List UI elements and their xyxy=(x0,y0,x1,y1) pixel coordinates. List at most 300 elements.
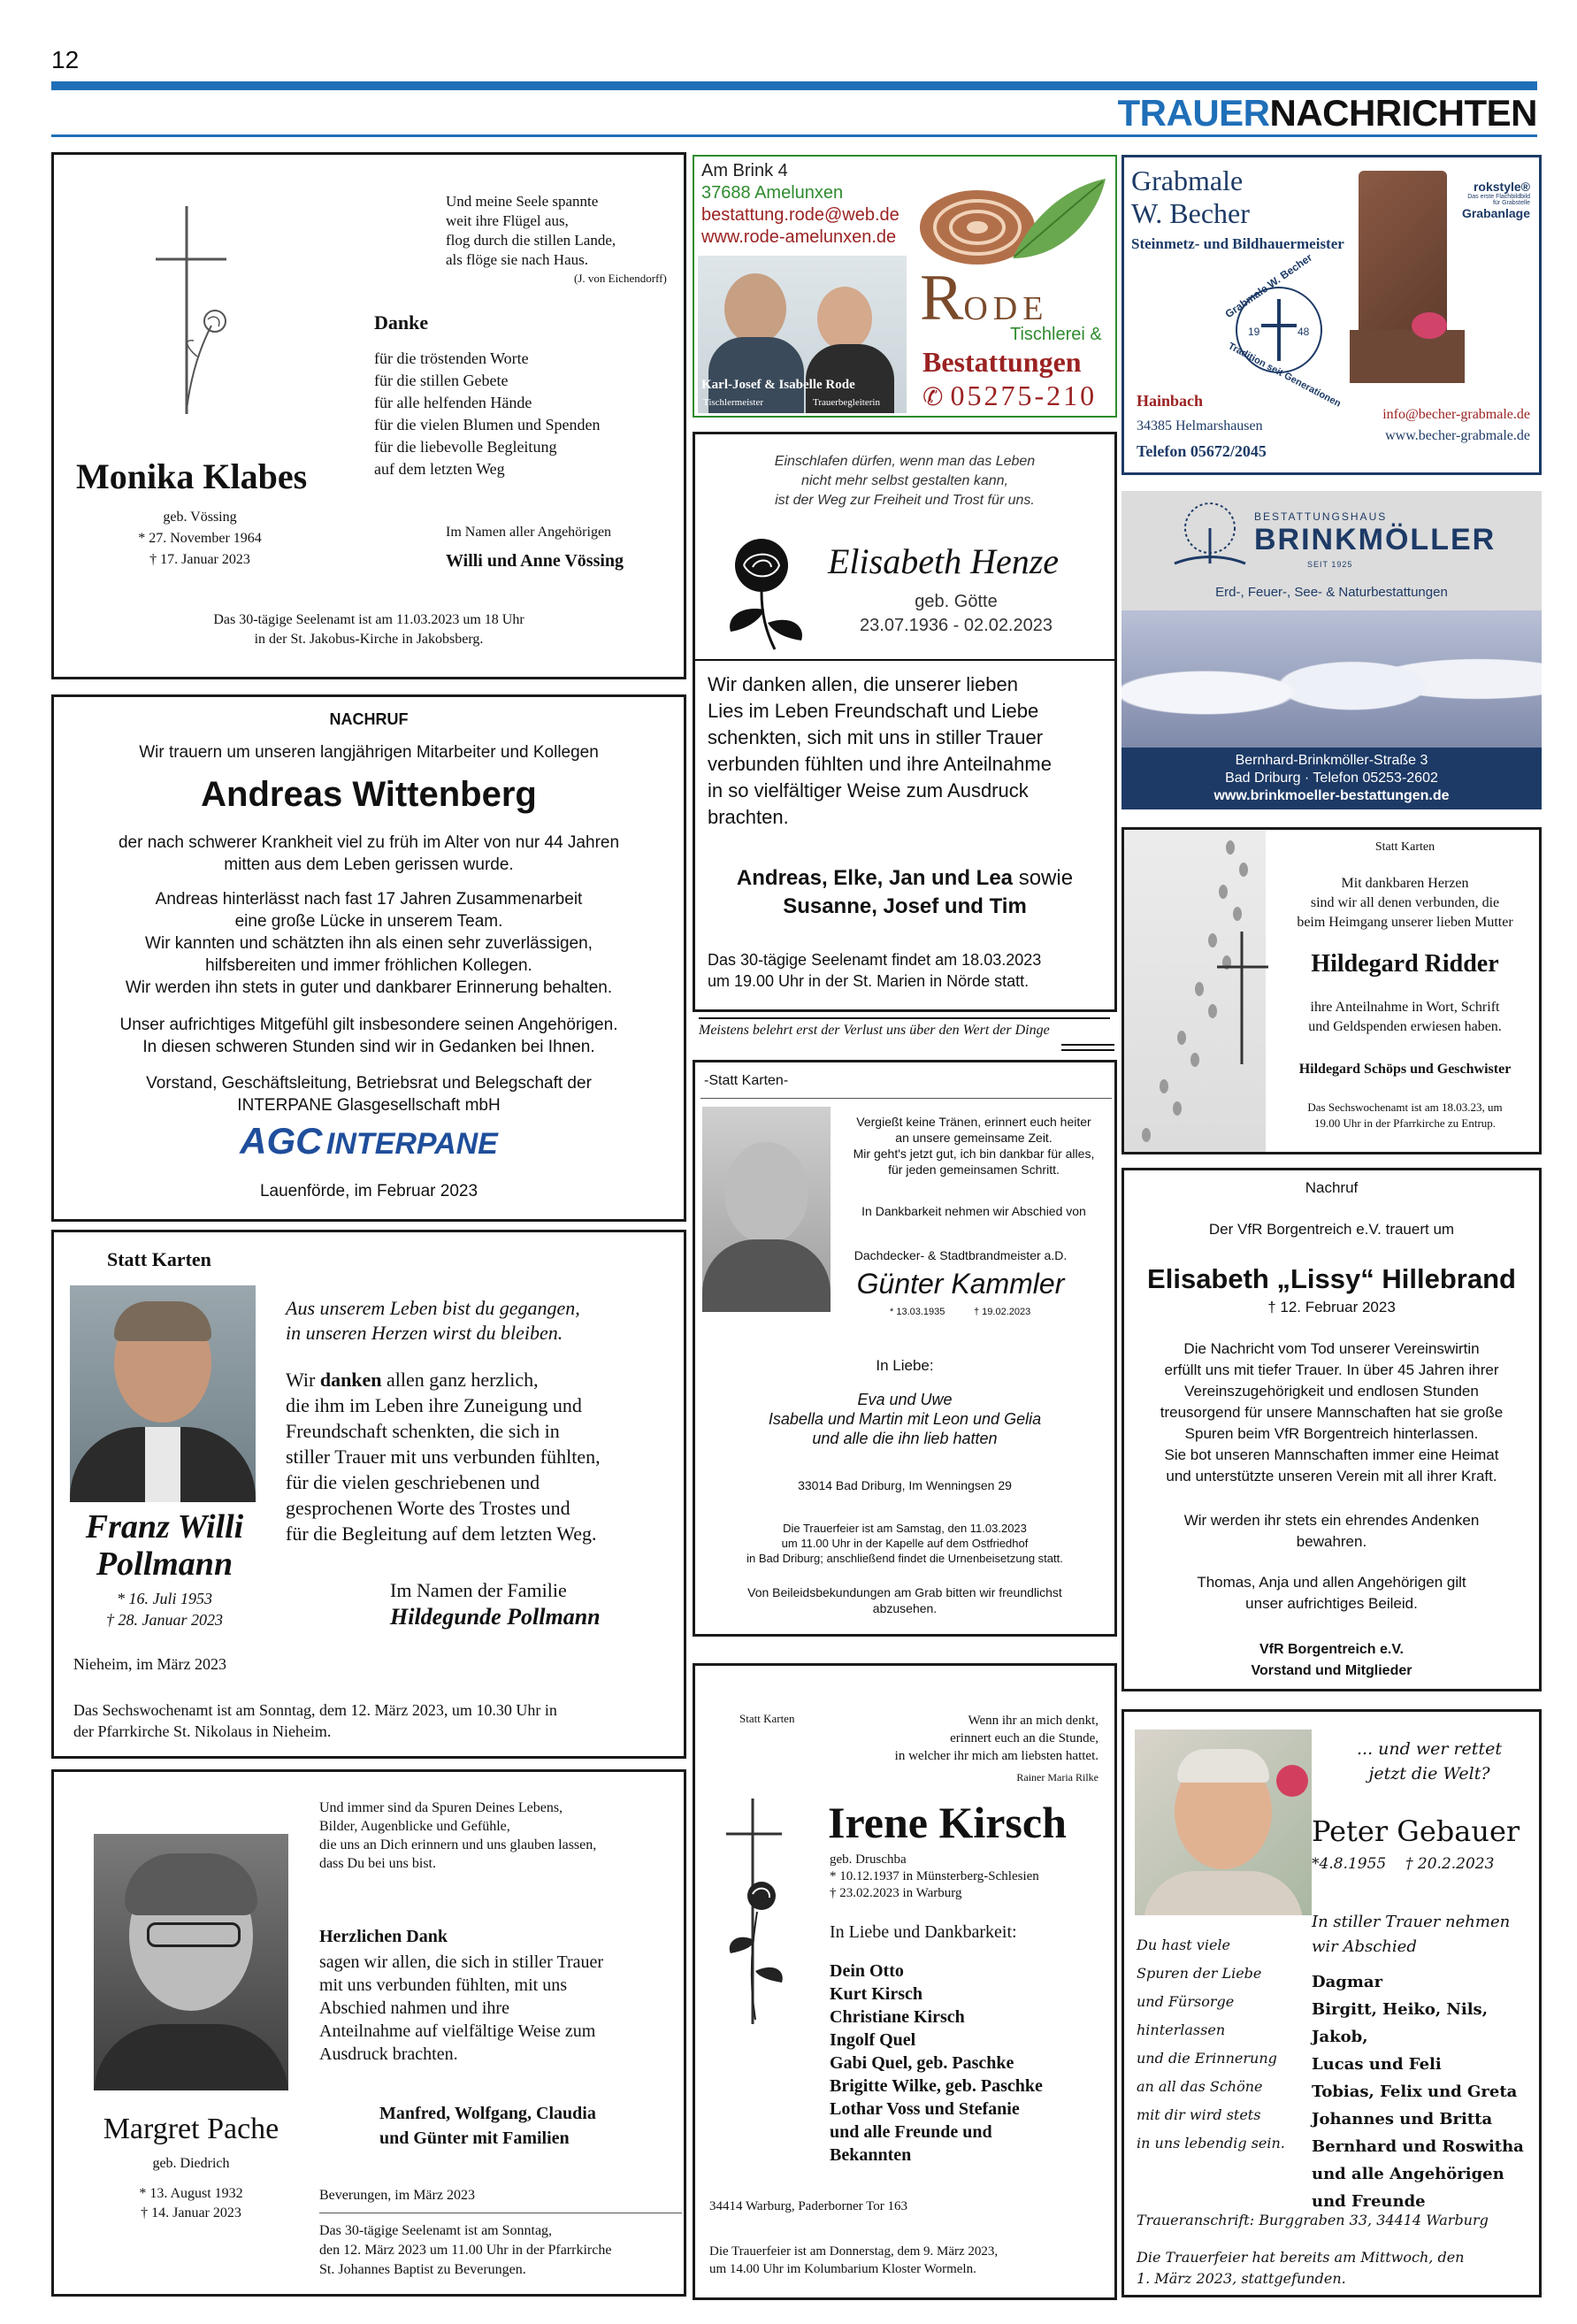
kammler-love: In Liebe: xyxy=(876,1357,934,1374)
rode-phone-row xyxy=(922,380,1097,412)
head xyxy=(724,1142,808,1244)
becher-seal-top: Grabmale W. Becher xyxy=(1222,250,1315,321)
poem-line: weit ihre Flügel aus, xyxy=(446,212,569,229)
text-line: hinterlassen xyxy=(1137,2021,1226,2038)
poem-line: Und meine Seele spannte xyxy=(446,193,599,210)
shirt xyxy=(145,1427,180,1502)
flowers xyxy=(1412,312,1447,339)
poem-line: für jeden gemeinsamen Schritt. xyxy=(888,1162,1060,1177)
rode-address xyxy=(701,160,900,249)
separator-quote: Meistens belehrt erst der Verlust uns über den Wert der Dinge xyxy=(699,1023,1050,1038)
deceased-name: Elisabeth „Lissy“ Hillebrand xyxy=(1147,1263,1516,1294)
text-line: Wir werden ihr stets ein ehrendes Andenken xyxy=(1183,1512,1480,1529)
glasses xyxy=(147,1922,241,1947)
kirsch-details xyxy=(830,1852,1039,1902)
text-line: Wir danken allen, die unserer lieben xyxy=(708,673,1018,695)
pache-place: Beverungen, im März 2023 xyxy=(319,2188,475,2203)
text-line: der nach schwerer Krankheit viel zu früh im Alter von nur 44 Jahren xyxy=(118,833,620,852)
rode-tischlerei: Tischlerei & xyxy=(1010,325,1102,344)
death-date: † 17. Januar 2023 xyxy=(149,552,250,567)
rode-role-2: Trauerbegleiterin xyxy=(813,397,880,408)
birth-date: * 16. Juli 1953 xyxy=(117,1590,212,1607)
text-line: hilfsbereiten und immer fröhlichen Kollegen. xyxy=(205,956,532,975)
family-line: Gabi Quel, geb. Paschke xyxy=(830,2053,1014,2073)
deceased-name: Peter Gebauer xyxy=(1312,1814,1520,1848)
becher-city: Hainbach xyxy=(1137,392,1204,410)
text-line: Freundschaft schenkten, die sich in xyxy=(286,1420,560,1442)
nachruf-header: Nachruf xyxy=(1305,1179,1359,1196)
henze-dates: 23.07.1936 - 02.02.2023 xyxy=(860,616,1053,635)
deceased-name: Günter Kammler xyxy=(856,1268,1065,1300)
text-line: Wir kannten und schätzten ihn als einen sehr zuverlässigen, xyxy=(145,934,593,953)
poem-line: Mir geht's jetzt gut, ich bin dankbar für alles, xyxy=(853,1147,1095,1161)
born-name: geb. Vössing xyxy=(163,510,237,525)
henze-family-1 xyxy=(695,866,1114,891)
klabes-thanks-lines xyxy=(374,348,600,480)
pache-photo xyxy=(94,1834,288,2090)
kammler-title: Dachdecker- & Stadtbrandmeister a.D. xyxy=(854,1248,1068,1262)
mass-line: der Pfarrkirche St. Nikolaus in Nieheim. xyxy=(73,1722,332,1740)
brinkmoeller-city: Bad Driburg · Telefon 05253-2602 xyxy=(1225,771,1438,786)
mass-line: 19.00 Uhr in der Pfarrkirche zu Entrup. xyxy=(1313,1116,1497,1130)
text-line: schenkten, sich mit uns in stiller Trauer xyxy=(708,726,1044,748)
hair xyxy=(1177,1749,1269,1783)
pollmann-place: Nieheim, im März 2023 xyxy=(73,1655,226,1673)
thanks-line: für die tröstenden Worte xyxy=(374,349,529,367)
divider xyxy=(700,1098,1112,1099)
pollmann-name xyxy=(63,1508,266,1583)
text-bold: danken xyxy=(319,1369,382,1391)
brinkmoeller-tagline: Erd-, Feuer-, See- & Naturbestattungen xyxy=(1215,585,1448,600)
rode-leaf-icon xyxy=(915,174,1110,272)
family-line: Tobias, Felix und Greta xyxy=(1312,2082,1518,2101)
text-line: für die Begleitung auf dem letzten Weg. xyxy=(286,1522,597,1545)
death-date: † 19.02.2023 xyxy=(974,1307,1031,1317)
pache-dates xyxy=(72,2154,310,2223)
text-line: Sie bot unseren Mannschaften immer eine Heimat xyxy=(1164,1446,1499,1463)
mass-line: Das Sechswochenamt ist am Sonntag, dem 12. März 2023, um 10.30 Uhr in xyxy=(73,1701,557,1719)
sign-line: Vorstand und Mitglieder xyxy=(1251,1663,1412,1678)
family-line: Lothar Voss und Stefanie xyxy=(830,2099,1020,2119)
becher-seal-year-1: 19 xyxy=(1248,326,1260,338)
thanks-line: für die vielen Blumen und Spenden xyxy=(374,416,601,433)
becher-seal-year-2: 48 xyxy=(1298,326,1310,338)
text-line: und Geldspenden erwiesen haben. xyxy=(1308,1019,1502,1034)
death-date: † 23.02.2023 in Warburg xyxy=(830,1886,962,1900)
text-line: Lies im Leben Freundschaft und Liebe xyxy=(708,700,1039,722)
rode-email: bestattung.rode@web.de xyxy=(701,205,900,225)
poem-line: Aus unserem Leben bist du gegangen, xyxy=(286,1297,580,1319)
poem-line: dass Du bei uns bist. xyxy=(319,1856,436,1871)
poem-line: Einschlafen dürfen, wenn man das Leben xyxy=(774,454,1036,469)
pache-thanks: Herzlichen Dank xyxy=(319,1927,448,1946)
funeral-line: Die Trauerfeier ist am Donnerstag, dem 9. März 2023, xyxy=(709,2244,999,2259)
text-line: Vorstand, Geschäftsleitung, Betriebsrat und Belegschaft der xyxy=(146,1074,592,1093)
brinkmoeller-web: www.brinkmoeller-bestattungen.de xyxy=(1213,788,1450,803)
family-line: und Günter mit Familien xyxy=(379,2128,570,2148)
logo-agc: AGC xyxy=(240,1120,323,1162)
text-line: Mit dankbaren Herzen xyxy=(1341,876,1469,891)
mass-line: Das Sechswochenamt ist am 18.03.23, um xyxy=(1307,1101,1503,1114)
death-date: † 12. Februar 2023 xyxy=(1267,1299,1396,1315)
kirsch-address: 34414 Warburg, Paderborner Tor 163 xyxy=(709,2199,907,2213)
hair xyxy=(125,1853,257,1915)
rode-role-1: Tischlermeister xyxy=(703,397,764,408)
text-line: sagen wir allen, die sich in stiller Trauer xyxy=(319,1952,604,1972)
text-line: in uns lebendig sein. xyxy=(1137,2135,1285,2151)
becher-seal-bottom: Tradition seit Generationen xyxy=(1226,341,1343,410)
text-line: Wir werden ihn stets in guter und dankbarer Erinnerung behalten. xyxy=(125,978,613,997)
text-line: und Fürsorge xyxy=(1137,1993,1235,2010)
family-line: Lucas und Feli xyxy=(1312,2055,1442,2074)
poem-line: flog durch die stillen Lande, xyxy=(446,232,616,249)
kammler-note xyxy=(695,1584,1114,1616)
obituary-klabes xyxy=(51,152,686,679)
divider xyxy=(695,659,1114,661)
kammler-photo xyxy=(702,1107,831,1312)
kirsch-family xyxy=(830,1960,1043,2167)
shoulders xyxy=(94,2024,288,2090)
funeral-line: Die Trauerfeier hat bereits am Mittwoch, den xyxy=(1137,2249,1465,2266)
birth-date: *4.8.1955 xyxy=(1312,1855,1387,1873)
poem-line: ist der Weg zur Freiheit und Trost für uns. xyxy=(775,493,1035,508)
funeral-line: in Bad Driburg; anschließend findet die Urnenbeisetzung statt. xyxy=(746,1552,1063,1565)
text-line: sind wir all denen verbunden, die xyxy=(1310,895,1500,910)
becher-brand-sub-1: Das erste Flachbildbild xyxy=(1467,194,1530,200)
rode-people: Karl-Josef & Isabelle Rode xyxy=(701,378,855,392)
pollmann-mass xyxy=(73,1699,557,1742)
klabes-danke: Danke xyxy=(374,311,429,334)
text-line: erfüllt uns mit tiefer Trauer. In über 45 Jahren ihrer xyxy=(1164,1361,1499,1378)
flowers xyxy=(1276,1765,1308,1797)
rode-street: Am Brink 4 xyxy=(701,161,788,180)
poem-line: erinnert euch an die Stunde, xyxy=(950,1731,1099,1745)
text-line: ihre Anteilnahme in Wort, Schrift xyxy=(1310,1000,1500,1015)
text-line: Ausdruck brachten. xyxy=(319,2044,458,2064)
text-line: die ihm im Leben ihre Zuneigung und xyxy=(286,1394,582,1416)
mass-line: Das 30-tägige Seelenamt ist am 11.03.2023 um 18 Uhr xyxy=(213,612,524,627)
family-line: Christiane Kirsch xyxy=(830,2007,965,2027)
birth-date: * 27. November 1964 xyxy=(138,531,262,546)
rode-bestattungen: Bestattungen xyxy=(922,346,1082,378)
text-line: eine große Lücke in unserem Team. xyxy=(234,912,503,931)
family-line: und alle Freunde und xyxy=(830,2122,992,2142)
text-line: für die vielen geschriebenen und xyxy=(286,1471,540,1493)
gebauer-intro xyxy=(1312,1910,1510,1960)
rode-city: 37688 Amelunxen xyxy=(701,183,844,203)
name-line-2: Pollmann xyxy=(96,1545,233,1583)
funeral-line: Die Trauerfeier ist am Samstag, den 11.03.2023 xyxy=(783,1522,1027,1535)
funeral-line: 1. März 2023, stattgefunden. xyxy=(1137,2270,1346,2287)
gebauer-address: Traueranschrift: Burggraben 33, 34414 Warburg xyxy=(1137,2212,1489,2228)
kammler-funeral xyxy=(695,1521,1114,1566)
becher-brand-sub-2: für Grabstelle xyxy=(1492,200,1530,206)
ad-brinkmoeller xyxy=(1122,491,1542,809)
kammler-header: -Statt Karten- xyxy=(704,1073,789,1088)
text-line: Spuren der Liebe xyxy=(1137,1965,1262,1982)
wittenberg-p2 xyxy=(54,888,684,999)
klabes-dates xyxy=(72,507,328,571)
mass-line: St. Johannes Baptist zu Beverungen. xyxy=(319,2262,526,2277)
becher-web: www.becher-grabmale.de xyxy=(1385,428,1530,443)
poem-line: Bilder, Augenblicke und Gefühle, xyxy=(319,1819,510,1834)
rode-logo-text: ODE xyxy=(963,290,1049,327)
interpane-logo xyxy=(54,1120,684,1162)
text-line: Unser aufrichtiges Mitgefühl gilt insbesondere seinen Angehörigen. xyxy=(119,1016,618,1034)
mass-line: Das 30-tägige Seelenamt ist am Sonntag, xyxy=(319,2223,553,2238)
text-line: in so vielfältiger Weise zum Ausdruck xyxy=(708,779,1029,802)
born-name: geb. Diedrich xyxy=(152,2156,230,2171)
becher-brand: rokstyle® xyxy=(1473,180,1530,194)
rode-phone: 05275-210 xyxy=(950,380,1098,411)
poem-line: in welcher ihr mich am liebsten hattet. xyxy=(894,1749,1099,1763)
rode-web: www.rode-amelunxen.de xyxy=(701,227,897,247)
phone-icon: ✆ xyxy=(922,384,944,411)
text-line: bewahren. xyxy=(1296,1533,1367,1550)
death-date: † 14. Januar 2023 xyxy=(141,2205,241,2220)
poem-line: als flöge sie nach Haus. xyxy=(446,251,588,268)
birth-date: * 13. August 1932 xyxy=(139,2186,243,2201)
kirsch-love: In Liebe und Dankbarkeit: xyxy=(830,1922,1017,1942)
text-post: allen ganz herzlich, xyxy=(381,1369,539,1391)
wittenberg-p1 xyxy=(54,832,684,876)
sign-line: VfR Borgentreich e.V. xyxy=(1259,1642,1404,1657)
family-line: und Freunde xyxy=(1312,2192,1426,2211)
pollmann-header: Statt Karten xyxy=(107,1248,211,1270)
rose-icon xyxy=(713,530,819,654)
henze-text xyxy=(708,671,1106,831)
family-names: Andreas, Elke, Jan und Lea xyxy=(736,866,1014,890)
henze-family-2: Susanne, Josef und Tim xyxy=(783,894,1027,918)
family-line: Dagmar xyxy=(1312,1973,1383,1991)
tulips-photo xyxy=(1122,610,1542,748)
kammler-address: 33014 Bad Driburg, Im Wenningsen 29 xyxy=(798,1478,1012,1492)
section-title-b: NACHRICHTEN xyxy=(1269,92,1537,134)
deceased-name: Margret Pache xyxy=(103,2113,279,2145)
mass-line: Das 30-tägige Seelenamt findet am 18.03.2023 xyxy=(708,951,1042,969)
family-line: Birgitt, Heiko, Nils, Jakob, xyxy=(1312,2000,1488,2046)
obituary-henze xyxy=(693,432,1117,1012)
funeral-line: um 14.00 Uhr im Kolumbarium Kloster Wormeln. xyxy=(709,2262,976,2276)
text-line: wir Abschied xyxy=(1312,1937,1417,1956)
text-line: Spuren beim VfR Borgentreich hinterlassen. xyxy=(1184,1425,1479,1442)
becher-grabanlage: Grabanlage xyxy=(1461,206,1530,220)
henze-mass xyxy=(708,949,1041,992)
hillebrand-p1 xyxy=(1124,1338,1539,1487)
pache-text xyxy=(319,1951,603,2066)
klabes-mass xyxy=(54,610,684,649)
family-names: Hildegunde Pollmann xyxy=(390,1604,601,1630)
pollmann-text xyxy=(286,1367,601,1546)
family-sowie: sowie xyxy=(1013,866,1074,890)
text-line: In stiller Trauer nehmen xyxy=(1312,1913,1511,1931)
deceased-name: Elisabeth Henze xyxy=(828,541,1060,581)
pollmann-photo xyxy=(70,1285,256,1502)
ridder-lines xyxy=(1266,874,1542,932)
pache-family xyxy=(379,2101,596,2151)
henze-born-name: geb. Götte xyxy=(915,592,998,611)
obituary-wittenberg xyxy=(51,694,686,1222)
kammler-family xyxy=(695,1390,1114,1448)
becher-title-1: Grabmale xyxy=(1131,165,1244,196)
obituary-ridder xyxy=(1122,827,1542,1154)
obituary-gebauer xyxy=(1122,1709,1542,2297)
obituary-pollmann xyxy=(51,1230,686,1759)
separator-rule xyxy=(1061,1049,1114,1051)
poem-line: ... und wer rettet xyxy=(1357,1739,1502,1759)
separator-rule xyxy=(699,1017,1110,1019)
wittenberg-place: Lauenförde, im Februar 2023 xyxy=(259,1182,478,1200)
text-line: mit dir wird stets xyxy=(1137,2106,1261,2123)
logo-interpane: INTERPANE xyxy=(325,1127,498,1161)
text-line: stiller Trauer mit uns verbunden fühlten, xyxy=(286,1446,601,1468)
klabes-poem xyxy=(446,192,616,270)
stone-base xyxy=(1350,330,1465,383)
mass-line: um 19.00 Uhr in der St. Marien in Nörde statt. xyxy=(708,972,1030,990)
text-line: an all das Schöne xyxy=(1137,2078,1263,2095)
separator-rule xyxy=(1061,1044,1114,1046)
becher-title-2: W. Becher xyxy=(1131,197,1250,229)
family-line: und alle die ihn lieb hatten xyxy=(812,1430,998,1447)
wittenberg-intro: Wir trauern um unseren langjährigen Mitarbeiter und Kollegen xyxy=(139,743,599,762)
family-line: Brigitte Wilke, geb. Paschke xyxy=(830,2076,1043,2096)
poem-line: an unsere gemeinsame Zeit. xyxy=(895,1131,1053,1145)
on-behalf: Im Namen der Familie xyxy=(390,1579,567,1601)
header-rule xyxy=(51,81,1537,90)
mass-line: in der St. Jakobus-Kirche in Jakobsberg. xyxy=(254,632,484,647)
person-silhouette xyxy=(724,273,786,344)
obituary-kirsch xyxy=(693,1663,1117,2300)
family-line: Ingolf Quel xyxy=(830,2030,916,2050)
shoulders xyxy=(1144,1871,1303,1915)
brinkmoeller-name: BRINKMÖLLER xyxy=(1254,523,1497,556)
note-line: Von Beileidsbekundungen am Grab bitten wir freundlichst xyxy=(747,1585,1062,1599)
gebauer-family xyxy=(1312,1968,1539,2215)
tree-icon xyxy=(1170,502,1250,572)
obituary-pache xyxy=(51,1769,686,2297)
text-line: Du hast viele xyxy=(1137,1937,1230,1953)
born-name: geb. Druschba xyxy=(830,1852,907,1867)
text-line: und die Erinnerung xyxy=(1137,2050,1277,2067)
poem-source: (J. von Eichendorff) xyxy=(574,272,667,285)
name-line-1: Franz Willi xyxy=(85,1508,244,1545)
thanks-line: für alle helfenden Hände xyxy=(374,394,532,411)
becher-email: info@becher-grabmale.de xyxy=(1382,407,1530,422)
poem-source: Rainer Maria Rilke xyxy=(1016,1771,1099,1783)
birth-date: * 13.03.1935 xyxy=(890,1307,945,1317)
family-line: Bekannten xyxy=(830,2145,912,2165)
hillebrand-p3 xyxy=(1124,1572,1539,1615)
becher-subtitle: Steinmetz- und Bildhauermeister xyxy=(1131,235,1344,252)
deceased-name: Andreas Wittenberg xyxy=(201,775,537,814)
birth-date: * 10.12.1937 in Münsterberg-Schlesien xyxy=(830,1869,1039,1883)
gebauer-left xyxy=(1137,1931,1285,2158)
henze-poem xyxy=(695,452,1114,510)
text-line: beim Heimgang unserer lieben Mutter xyxy=(1297,915,1513,930)
wittenberg-p4 xyxy=(54,1072,684,1116)
text-line: Thomas, Anja und allen Angehörigen gilt xyxy=(1197,1574,1466,1591)
ad-rode xyxy=(693,155,1117,418)
family-line: Johannes und Britta xyxy=(1312,2110,1493,2128)
family-line: Eva und Uwe xyxy=(857,1391,953,1408)
wittenberg-p3 xyxy=(54,1014,684,1058)
rode-photo xyxy=(698,256,907,413)
funeral-line: um 11.00 Uhr in der Kapelle auf dem Ostfriedhof xyxy=(781,1537,1029,1550)
family-line: Bernhard und Roswitha xyxy=(1312,2137,1524,2156)
text-line: treusorgend für unsere Mannschaften hat sie große xyxy=(1160,1404,1504,1421)
kirsch-header: Statt Karten xyxy=(739,1712,795,1725)
thanks-line: für die liebevolle Begleitung xyxy=(374,438,557,456)
person-silhouette xyxy=(817,287,872,350)
poem-line: in unseren Herzen wirst du bleiben. xyxy=(286,1322,563,1344)
shoulders xyxy=(702,1239,831,1312)
note-line: abzusehen. xyxy=(872,1601,938,1615)
hair xyxy=(114,1301,211,1341)
family-names: Willi und Anne Vössing xyxy=(446,551,624,571)
nachruf-header: NACHRUF xyxy=(329,710,409,728)
header-rule-thin xyxy=(51,134,1537,137)
hillebrand-intro: Der VfR Borgentreich e.V. trauert um xyxy=(1208,1221,1455,1238)
family-line: Kurt Kirsch xyxy=(830,1984,922,2004)
death-date: † 20.2.2023 xyxy=(1405,1855,1495,1873)
becher-phone: Telefon 05672/2045 xyxy=(1137,442,1267,460)
pollmann-poem xyxy=(286,1296,580,1346)
ridder-header: Statt Karten xyxy=(1374,840,1435,854)
kirsch-poem xyxy=(895,1712,1099,1786)
kirsch-funeral xyxy=(709,2243,998,2278)
on-behalf: Im Namen aller Angehörigen xyxy=(446,525,612,540)
poem-line: die uns an Dich erinnern und uns glauben lassen, xyxy=(319,1837,597,1852)
text-line: Abschied nahmen und ihre xyxy=(319,1998,509,2018)
text-line: mit uns verbunden fühlten, mit uns xyxy=(319,1975,567,1995)
text-line: INTERPANE Glasgesellschaft mbH xyxy=(237,1096,501,1115)
text-line: verbunden fühlten und ihre Anteilnahme xyxy=(708,753,1052,775)
kammler-poem xyxy=(832,1114,1115,1177)
text-line: gesprochenen Worte des Trostes und xyxy=(286,1497,570,1519)
pache-mass xyxy=(319,2221,611,2280)
section-title-a: TRAUER xyxy=(1117,92,1270,134)
gebauer-funeral xyxy=(1137,2247,1464,2289)
rode-logo-initial: R xyxy=(920,262,964,334)
page-number: 12 xyxy=(51,46,80,73)
poem-line: Und immer sind da Spuren Deines Lebens, xyxy=(319,1800,563,1815)
text-line: mitten aus dem Leben gerissen wurde. xyxy=(224,855,514,874)
thanks-line: auf dem letzten Weg xyxy=(374,460,505,478)
text-line: unser aufrichtiges Beileid. xyxy=(1245,1595,1418,1612)
poem-line: jetzt die Welt? xyxy=(1368,1764,1490,1783)
poem-line: Wenn ihr an mich denkt, xyxy=(968,1714,1099,1728)
family-names: Hildegard Schöps und Geschwister xyxy=(1298,1062,1512,1077)
deceased-name: Irene Kirsch xyxy=(828,1798,1067,1847)
section-title xyxy=(1118,92,1538,134)
gebauer-poem xyxy=(1319,1737,1540,1786)
hillebrand-sign xyxy=(1124,1639,1539,1682)
text-line: In diesen schweren Stunden sind wir in Gedanken bei Ihnen. xyxy=(142,1038,595,1056)
cross-rose-icon xyxy=(151,197,249,418)
becher-zip: 34385 Helmarshausen xyxy=(1137,418,1263,433)
family-line: Manfred, Wolfgang, Claudia xyxy=(379,2104,596,2123)
mass-line: den 12. März 2023 um 11.00 Uhr in der Pfarrkirche xyxy=(319,2243,612,2258)
brinkmoeller-small: BESTATTUNGSHAUS xyxy=(1254,510,1388,523)
text-line xyxy=(286,1367,601,1392)
brinkmoeller-address: Bernhard-Brinkmöller-Straße 3 xyxy=(1235,753,1428,768)
deceased-name: Hildegard Ridder xyxy=(1311,950,1499,978)
hillebrand-p2 xyxy=(1124,1510,1539,1553)
text-pre: Wir xyxy=(286,1369,320,1391)
pollmann-dates xyxy=(63,1588,266,1630)
kammler-intro: In Dankbarkeit nehmen wir Abschied von xyxy=(861,1204,1086,1218)
gebauer-photo xyxy=(1135,1730,1312,1915)
